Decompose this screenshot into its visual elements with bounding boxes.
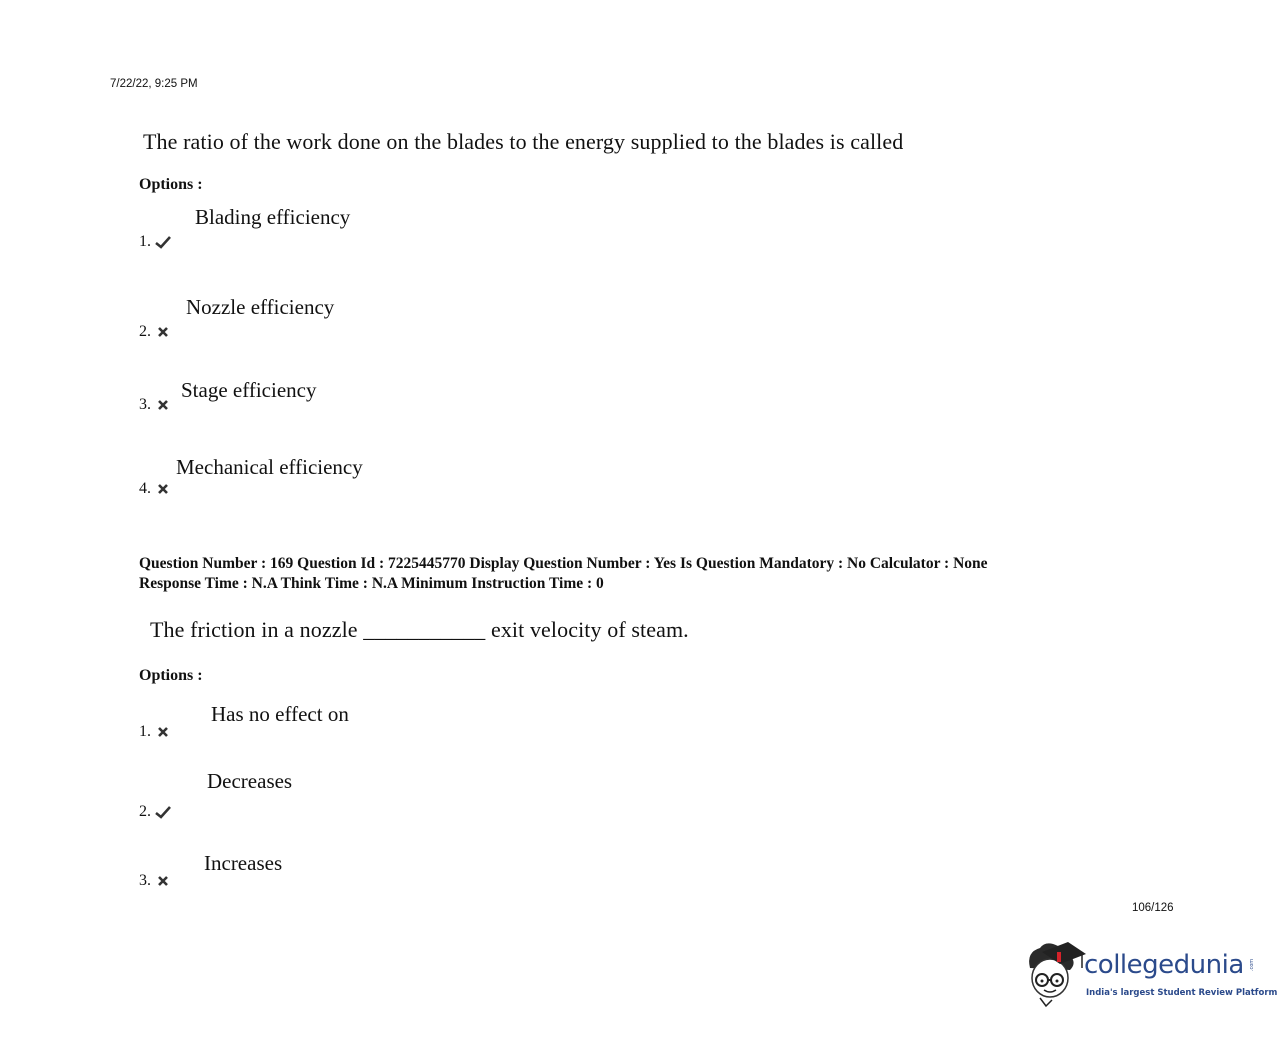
option-text: Increases: [204, 851, 283, 875]
option-number: 2.: [139, 803, 171, 821]
option-number: 2.: [139, 323, 171, 341]
options-label: Options :: [139, 176, 203, 193]
logo-tagline: India's largest Student Review Platform: [1086, 988, 1278, 998]
page-number: 106/126: [1132, 902, 1174, 914]
cross-icon: [155, 874, 171, 888]
option-number: 3.: [139, 396, 171, 414]
option-number: 3.: [139, 872, 171, 890]
logo-wordmark: collegedunia: [1084, 950, 1244, 980]
collegedunia-logo: [1024, 938, 1278, 1010]
option-text: Nozzle efficiency: [186, 295, 335, 319]
option-text: Has no effect on: [211, 702, 349, 726]
options-label: Options :: [139, 667, 203, 684]
cross-icon: [155, 325, 171, 339]
option-text: Stage efficiency: [181, 378, 317, 402]
option-text: Decreases: [207, 769, 293, 793]
fill-in-blank: ___________: [363, 617, 486, 642]
option-text: Blading efficiency: [195, 205, 351, 229]
check-icon: [155, 805, 171, 819]
cross-icon: [155, 398, 171, 412]
question-meta-line: Question Number : 169 Question Id : 7225445770 Display Question Number : Yes Is Question Mandatory : No Calculator : None: [139, 555, 988, 572]
option-number: 1.: [139, 723, 171, 741]
question-text: The ratio of the work done on the blades to the energy supplied to the blades is called: [143, 129, 904, 154]
cross-icon: [155, 482, 171, 496]
option-number: 1.: [139, 233, 171, 251]
mascot-icon: [1024, 938, 1086, 1008]
question-text: The friction in a nozzle ___________ exit velocity of steam.: [150, 617, 689, 642]
timestamp: 7/22/22, 9:25 PM: [110, 78, 198, 90]
check-icon: [155, 235, 171, 249]
option-number: 4.: [139, 480, 171, 498]
cross-icon: [155, 725, 171, 739]
option-text: Mechanical efficiency: [176, 455, 363, 479]
logo-domain: .com: [1249, 958, 1256, 972]
question-meta-line: Response Time : N.A Think Time : N.A Minimum Instruction Time : 0: [139, 575, 604, 592]
